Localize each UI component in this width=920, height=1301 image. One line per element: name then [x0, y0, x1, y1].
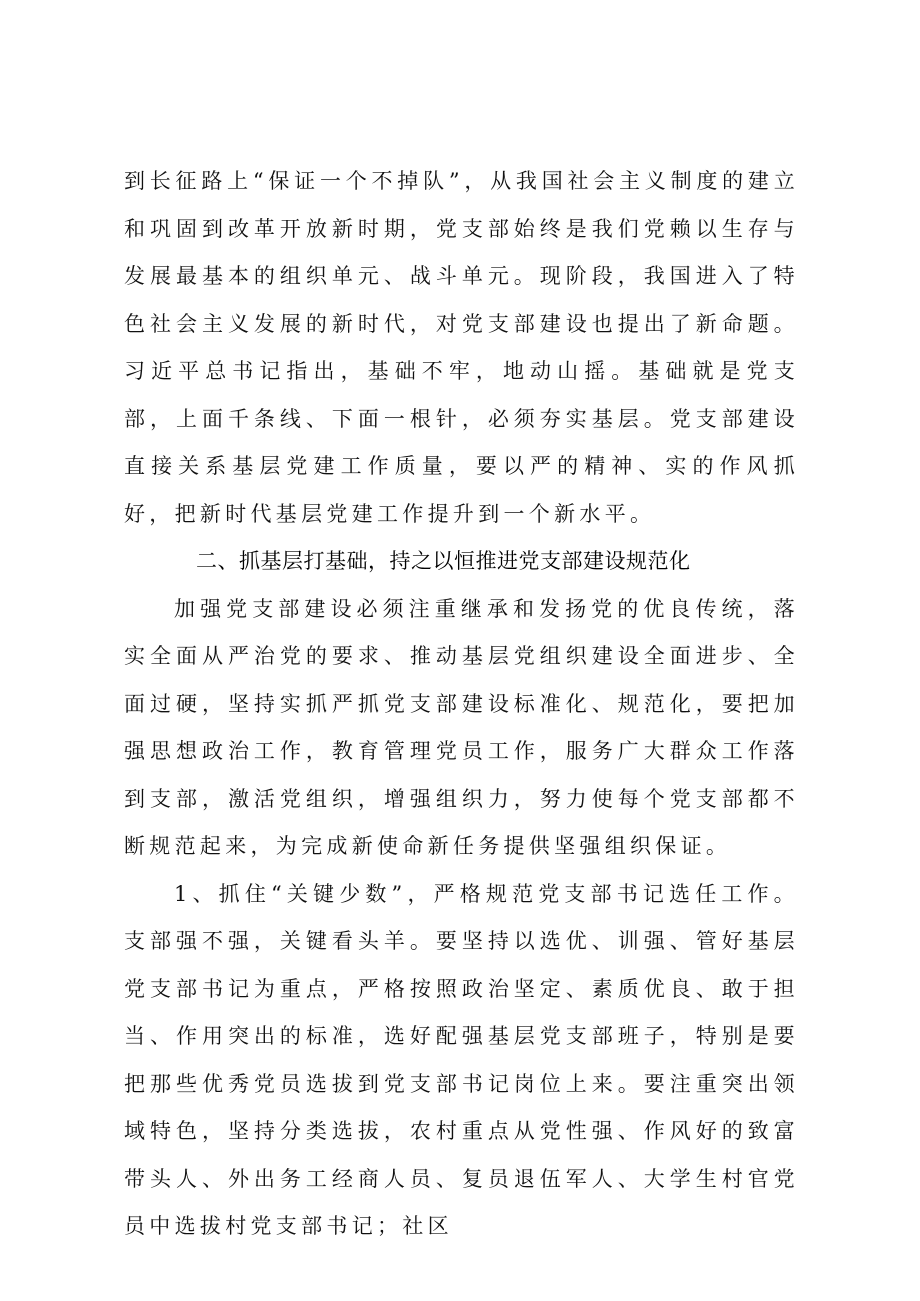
body-paragraph: 加强党支部建设必须注重继承和发扬党的优良传统，落实全面从严治党的要求、推动基层党组织建设全面进步、全面过硬，坚持实抓严抓党支部建设标准化、规范化，要把加强思想政治工作，教育管理党员工作，服务广大群众工作落到支部，激活党组织，增强组织力，努力使每个党支部都不断规范起来，为完成新使命新任务提供坚强组织保证。 [124, 596, 799, 858]
document-body [124, 158, 799, 1251]
body-paragraph: 到长征路上“保证一个不掉队”，从我国社会主义制度的建立和巩固到改革开放新时期，党支部始终是我们党赖以生存与发展最基本的组织单元、战斗单元。现阶段，我国进入了特色社会主义发展的新时代，对党支部建设也提出了新命题。习近平总书记指出，基础不牢，地动山摇。基础就是党支部，上面千条线、下面一根针，必须夯实基层。党支部建设直接关系基层党建工作质量，要以严的精神、实的作风抓好，把新时代基层党建工作提升到一个新水平。 [124, 169, 799, 526]
body-paragraph: 1、抓住“关键少数”，严格规范党支部书记选任工作。支部强不强，关键看头羊。要坚持以选优、训强、管好基层党支部书记为重点，严格按照政治坚定、素质优良、敢于担当、作用突出的标准，选好配强基层党支部班子，特别是要把那些优秀党员选拔到党支部书记岗位上来。要注重突出领域特色，坚持分类选拔，农村重点从党性强、作风好的致富带头人、外出务工经商人员、复员退伍军人、大学生村官党员中选拔村党支部书记；社区 [124, 881, 799, 1238]
section-heading: 二、抓基层打基础，持之以恒推进党支部建设规范化 [196, 549, 691, 573]
